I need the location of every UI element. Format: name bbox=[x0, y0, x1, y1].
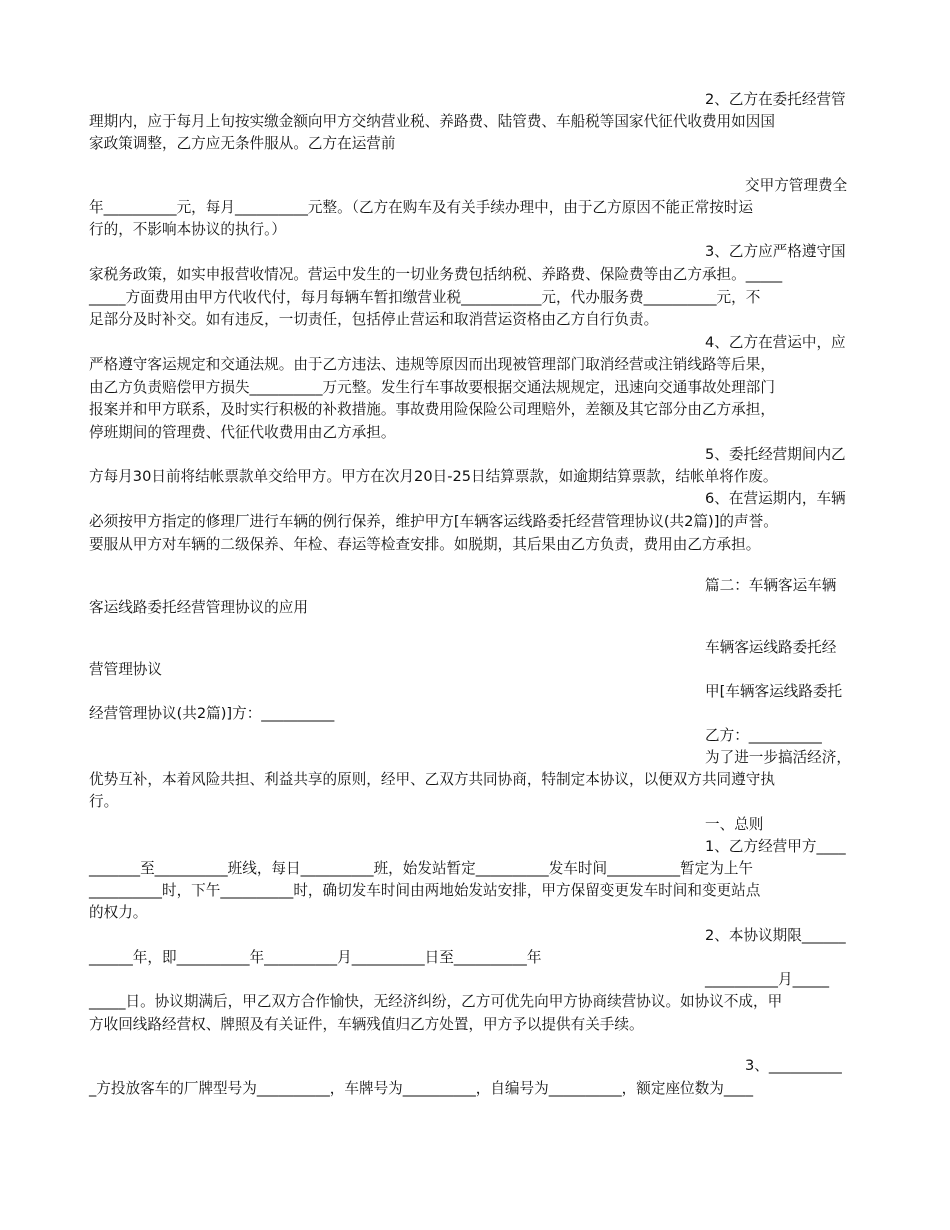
text-line: 为了进一步搞活经济， bbox=[705, 749, 851, 766]
party-a-line: 经营管理协议(共2篇)]方：__________ bbox=[89, 705, 335, 722]
text-line: 1、乙方经营甲方____ bbox=[705, 838, 846, 855]
text-line: 2、乙方在委托经营管 bbox=[705, 91, 846, 108]
text-line: 理期内，应于每月上旬按实缴金额向甲方交纳营业税、养路费、陆管费、车船税等国家代征代收费用如因国 bbox=[89, 113, 775, 130]
text-line: _______至__________班线，每日__________班，始发站暂定__________发车时间__________暂定为上午 bbox=[89, 860, 754, 877]
text-line: 家政策调整，乙方应无条件服从。乙方在运营前 bbox=[89, 135, 396, 152]
document-title: 营管理协议 bbox=[89, 661, 162, 678]
text-line: 报案并和甲方联系，及时实行积极的补救措施。事故费用险保险公司理赔外，差额及其它部分由乙方承担， bbox=[89, 401, 775, 418]
text-line: _____方面费用由甲方代收代付，每月每辆车暂扣缴营业税___________元，代办服务费__________元，不 bbox=[89, 289, 761, 306]
text-line: 要服从甲方对车辆的二级保养、年检、春运等检查安排。如脱期，其后果由乙方负责，费用由乙方承担。 bbox=[89, 536, 761, 553]
text-line: 的权力。 bbox=[89, 904, 148, 921]
text-line: 行。 bbox=[89, 793, 119, 810]
text-line: 行的，不影响本协议的执行。） bbox=[89, 221, 287, 238]
text-line: 优势互补，本着风险共担、利益共享的原则，经甲、乙双方共同协商，特制定本协议，以便双方共同遵守执 bbox=[89, 771, 775, 788]
section-heading: 篇二：车辆客运车辆 bbox=[705, 577, 837, 594]
text-line: 年__________元，每月__________元整。（乙方在购车及有关手续办理中，由于乙方原因不能正常按时运 bbox=[89, 199, 754, 216]
text-line: 停班期间的管理费、代征代收费用由乙方承担。 bbox=[89, 424, 396, 441]
text-line: __________月_____ bbox=[705, 971, 830, 988]
text-line: 3、乙方应严格遵守国 bbox=[705, 243, 846, 260]
text-line: 交甲方管理费全 bbox=[745, 177, 848, 194]
text-line: ______年，即__________年__________月__________日至__________年 bbox=[89, 949, 542, 966]
text-line: 4、乙方在营运中，应 bbox=[705, 334, 846, 351]
text-line: 2、本协议期限______ bbox=[705, 927, 846, 944]
text-line: 方每月30日前将结帐票款单交给甲方。甲方在次月20日-25日结算票款，如逾期结算票款，结帐单将作废。 bbox=[89, 468, 778, 485]
text-line: 6、在营运期内，车辆 bbox=[705, 490, 846, 507]
document-title: 车辆客运线路委托经 bbox=[705, 639, 837, 656]
text-line: 3、__________ bbox=[745, 1057, 842, 1074]
party-b-line: 乙方：__________ bbox=[705, 727, 822, 744]
section-heading: 一、总则 bbox=[705, 816, 764, 833]
text-line: 严格遵守客运规定和交通法规。由于乙方违法、违规等原因而出现被管理部门取消经营或注销线路等后果， bbox=[89, 356, 775, 373]
text-line: 必须按甲方指定的修理厂进行车辆的例行保养，维护甲方[车辆客运线路委托经营管理协议(共2篇)]的声誉。 bbox=[89, 513, 778, 530]
text-line: __________时，下午__________时，确切发车时间由两地始发站安排，甲方保留变更发车时间和变更站点 bbox=[89, 882, 761, 899]
text-line: 足部分及时补交。如有违反，一切责任，包括停止营运和取消营运资格由乙方自行负责。 bbox=[89, 311, 659, 328]
text-line: 5、委托经营期间内乙 bbox=[705, 446, 846, 463]
text-line: 家税务政策，如实申报营收情况。营运中发生的一切业务费包括纳税、养路费、保险费等由乙方承担。_____ bbox=[89, 266, 783, 283]
text-line: 由乙方负责赔偿甲方损失__________万元整。发生行车事故要根据交通法规规定，迅速向交通事故处理部门 bbox=[89, 379, 775, 396]
party-a-line: 甲[车辆客运线路委托 bbox=[705, 683, 843, 700]
text-line: 方收回线路经营权、牌照及有关证件，车辆残值归乙方处置，甲方予以提供有关手续。 bbox=[89, 1016, 644, 1033]
text-line: _方投放客车的厂牌型号为__________，车牌号为__________，自编号为__________，额定座位数为____ bbox=[89, 1080, 754, 1097]
section-heading: 客运线路委托经营管理协议的应用 bbox=[89, 599, 308, 616]
text-line: _____日。协议期满后，甲乙双方合作愉快，无经济纠纷，乙方可优先向甲方协商续营协议。如协议不成，甲 bbox=[89, 993, 783, 1010]
